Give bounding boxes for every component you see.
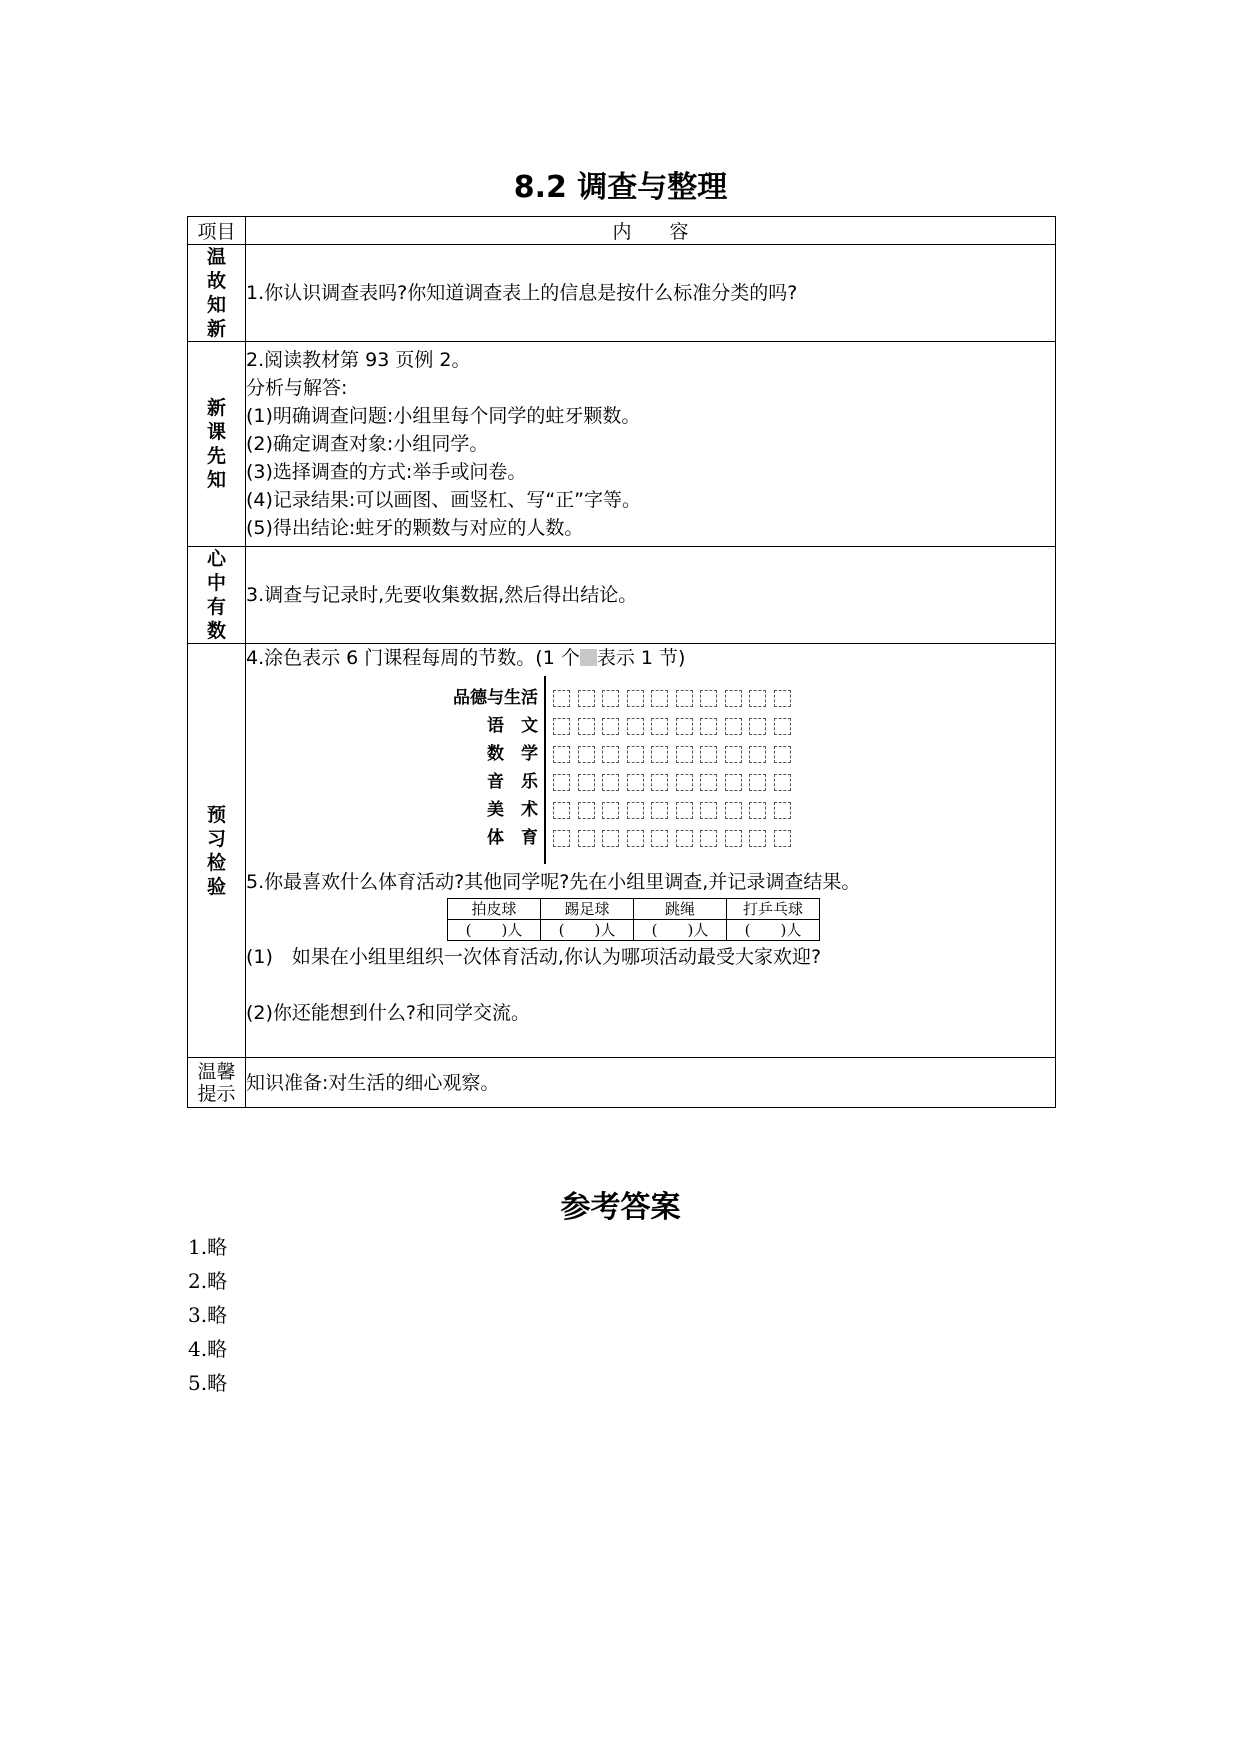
sport-count-blank[interactable]: ( )人 <box>727 920 820 941</box>
color-box[interactable] <box>651 746 668 763</box>
table-row <box>188 547 1056 644</box>
content-line: (5)得出结论:蛀牙的颗数与对应的人数。 <box>246 517 584 539</box>
row-label: 温 故 知 新 <box>188 245 246 342</box>
content-line: (4)记录结果:可以画图、画竖杠、写“正”字等。 <box>246 489 642 511</box>
worksheet-table <box>187 216 1056 1108</box>
answer-item: 4.略 <box>188 1337 228 1361</box>
color-box[interactable] <box>749 774 766 791</box>
color-box[interactable] <box>700 830 717 847</box>
answer-item: 5.略 <box>188 1371 228 1395</box>
color-box[interactable] <box>553 802 570 819</box>
table-header-row <box>188 217 1056 245</box>
color-box[interactable] <box>627 774 644 791</box>
question-3: 3.调查与记录时,先要收集数据,然后得出结论。 <box>246 584 638 606</box>
color-box[interactable] <box>553 690 570 707</box>
row-label: 新 课 先 知 <box>188 342 246 547</box>
color-box[interactable] <box>774 774 791 791</box>
row-content <box>246 245 1056 342</box>
color-box[interactable] <box>749 718 766 735</box>
content-line: 分析与解答: <box>246 377 348 399</box>
sport-name: 跳绳 <box>634 899 727 920</box>
color-box[interactable] <box>749 802 766 819</box>
table-row-tip <box>188 1058 1056 1108</box>
question-1: 1.你认识调查表吗?你知道调查表上的信息是按什么标准分类的吗? <box>246 282 798 304</box>
color-box[interactable] <box>774 830 791 847</box>
color-box[interactable] <box>578 774 595 791</box>
color-box[interactable] <box>676 802 693 819</box>
row-content <box>246 644 1056 1058</box>
color-box[interactable] <box>725 690 742 707</box>
color-box[interactable] <box>725 774 742 791</box>
sport-count-blank[interactable]: ( )人 <box>634 920 727 941</box>
content-line: 2.阅读教材第 93 页例 2。 <box>246 349 471 371</box>
color-box[interactable] <box>651 718 668 735</box>
color-box[interactable] <box>725 830 742 847</box>
content-line: (2)确定调查对象:小组同学。 <box>246 433 489 455</box>
row-label: 温馨 提示 <box>188 1058 246 1108</box>
color-box[interactable] <box>578 718 595 735</box>
sports-table <box>447 898 820 941</box>
row-label: 预 习 检 验 <box>188 644 246 1058</box>
sub-question-2: (2)你还能想到什么?和同学交流。 <box>246 1002 530 1024</box>
color-box[interactable] <box>651 774 668 791</box>
subject-label: 音 乐 <box>487 772 538 792</box>
color-box[interactable] <box>700 718 717 735</box>
color-box[interactable] <box>700 774 717 791</box>
color-box[interactable] <box>578 802 595 819</box>
row-content <box>246 1058 1056 1108</box>
color-box[interactable] <box>774 718 791 735</box>
sport-name: 打乒乓球 <box>727 899 820 920</box>
answer-item: 1.略 <box>188 1235 228 1259</box>
color-box[interactable] <box>774 802 791 819</box>
color-grid <box>246 672 1055 868</box>
page-title: 8.2 调查与整理 <box>513 170 728 205</box>
color-box[interactable] <box>602 746 619 763</box>
color-box[interactable] <box>749 690 766 707</box>
grid-axis <box>544 676 546 864</box>
color-box[interactable] <box>676 746 693 763</box>
color-box[interactable] <box>553 774 570 791</box>
color-box[interactable] <box>774 690 791 707</box>
color-box[interactable] <box>676 718 693 735</box>
color-box[interactable] <box>700 802 717 819</box>
color-box[interactable] <box>651 690 668 707</box>
color-box[interactable] <box>700 690 717 707</box>
header-content: 内 容 <box>246 217 1056 245</box>
color-box[interactable] <box>553 746 570 763</box>
legend-square <box>580 649 597 666</box>
row-content <box>246 342 1056 547</box>
color-box[interactable] <box>602 774 619 791</box>
color-box[interactable] <box>553 830 570 847</box>
color-box[interactable] <box>700 746 717 763</box>
color-box[interactable] <box>602 690 619 707</box>
sub-question-1: (1) 如果在小组里组织一次体育活动,你认为哪项活动最受大家欢迎? <box>246 946 822 968</box>
color-box[interactable] <box>578 830 595 847</box>
color-box[interactable] <box>774 746 791 763</box>
content-line: (1)明确调查问题:小组里每个同学的蛀牙颗数。 <box>246 405 641 427</box>
header-item: 项目 <box>188 217 246 245</box>
color-box[interactable] <box>578 690 595 707</box>
color-box[interactable] <box>602 830 619 847</box>
sport-count-blank[interactable]: ( )人 <box>541 920 634 941</box>
row-content <box>246 547 1056 644</box>
subject-label: 语 文 <box>487 716 538 736</box>
table-row <box>188 342 1056 547</box>
color-box[interactable] <box>725 802 742 819</box>
color-box[interactable] <box>651 802 668 819</box>
color-box[interactable] <box>676 690 693 707</box>
sport-count-blank[interactable]: ( )人 <box>448 920 541 941</box>
subject-label: 美 术 <box>487 800 538 820</box>
color-box[interactable] <box>749 746 766 763</box>
subject-label: 品德与生活 <box>453 688 538 708</box>
color-box[interactable] <box>676 830 693 847</box>
color-box[interactable] <box>578 746 595 763</box>
color-box[interactable] <box>627 830 644 847</box>
sport-name: 踢足球 <box>541 899 634 920</box>
color-box[interactable] <box>553 718 570 735</box>
color-box[interactable] <box>602 718 619 735</box>
table-row-preview <box>188 644 1056 1058</box>
sport-name: 拍皮球 <box>448 899 541 920</box>
question-5: 5.你最喜欢什么体育活动?其他同学呢?先在小组里调查,并记录调查结果。 <box>246 871 861 893</box>
color-box[interactable] <box>749 830 766 847</box>
color-box[interactable] <box>676 774 693 791</box>
color-box[interactable] <box>725 746 742 763</box>
answers-title: 参考答案 <box>560 1190 681 1225</box>
subject-label: 数 学 <box>487 744 538 764</box>
row-label: 心 中 有 数 <box>188 547 246 644</box>
color-box[interactable] <box>627 802 644 819</box>
color-box[interactable] <box>627 690 644 707</box>
content-line: (3)选择调查的方式:举手或问卷。 <box>246 461 527 483</box>
color-box[interactable] <box>602 802 619 819</box>
color-box[interactable] <box>627 746 644 763</box>
color-box[interactable] <box>627 718 644 735</box>
color-box[interactable] <box>651 830 668 847</box>
tip-text: 知识准备:对生活的细心观察。 <box>246 1071 500 1094</box>
answers-list <box>188 1230 227 1400</box>
table-row <box>188 245 1056 342</box>
answer-item: 3.略 <box>188 1303 228 1327</box>
answer-item: 2.略 <box>188 1269 228 1293</box>
subject-label: 体 育 <box>487 828 538 848</box>
color-box[interactable] <box>725 718 742 735</box>
question-4: 4.涂色表示 6 门课程每周的节数。(1 个 表示 1 节) <box>246 647 686 669</box>
